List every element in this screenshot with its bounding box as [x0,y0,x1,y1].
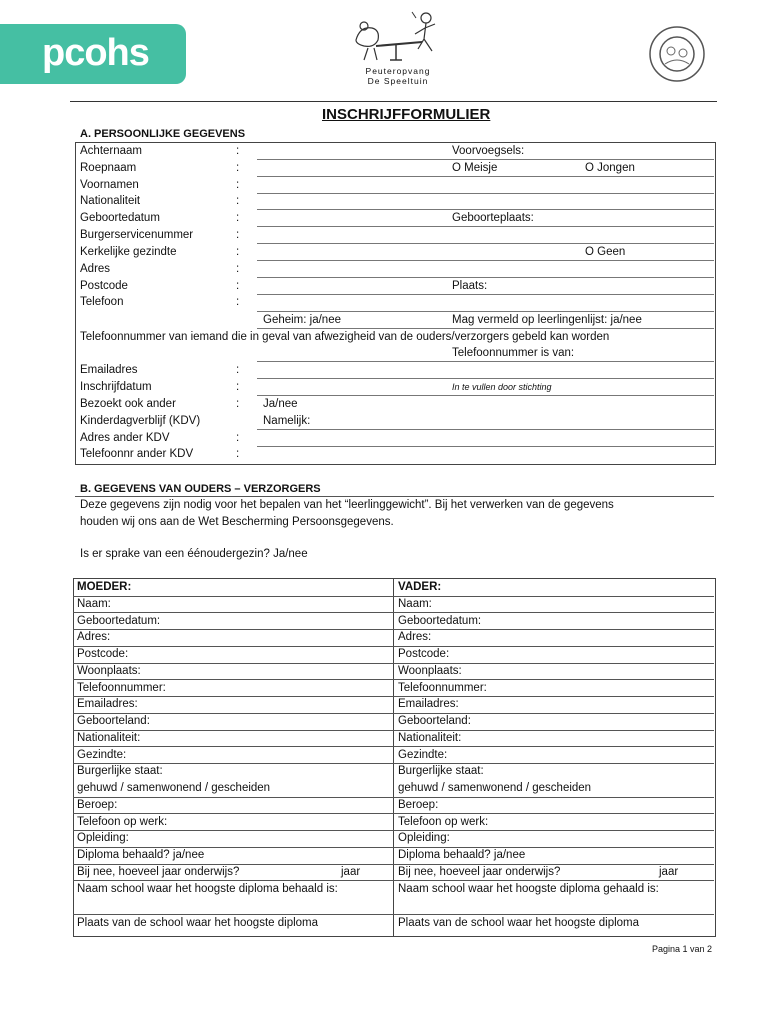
seal-text [0,0,1,1]
stichting-note: In te vullen door stichting [452,382,552,392]
moeder-field: Diploma behaald? ja/nee [77,849,205,861]
input-line-roepnaam[interactable] [257,176,714,177]
vader-school: Naam school waar het hoogste diploma gehaald is: [398,882,659,895]
label-nationaliteit: Nationaliteit [80,195,141,207]
row-line[interactable] [73,696,714,697]
vader-field: Emailadres: [398,698,459,711]
section-b-heading: B. GEGEVENS VAN OUDERS – VERZORGERS [80,483,321,495]
row-line[interactable] [73,612,714,613]
vader-field: Opleiding: [398,832,450,845]
label-voornamen: Voornamen [80,179,139,191]
label-geboortedatum: Geboortedatum [80,212,160,224]
parents-divider [393,578,394,937]
colon: : [236,364,240,376]
vader-field: Nationaliteit: [398,731,462,744]
vader-field: Gezindte: [398,748,448,761]
header-rule [70,101,717,102]
telefoon-afwezigheid-label: Telefoonnummer van iemand die in geval van afwezigheid van de ouders/verzorgers gebeld kan worden [80,331,610,343]
moeder-field: Adres: [77,631,111,644]
label-adres: Adres [80,263,111,275]
input-line-bsn[interactable] [257,243,714,244]
moeder-field: Geboorteland: [77,715,150,727]
colon: : [236,296,240,308]
option-meisje[interactable]: O Meisje [452,162,498,174]
row-line[interactable] [73,797,714,798]
colon: : [236,246,240,258]
moeder-field: gehuwd / samenwonend / gescheiden [77,782,271,794]
label-emailadres: Emailadres [80,364,138,376]
vader-field: Telefoonnummer: [398,681,487,694]
vader-field: Woonplaats: [398,664,462,677]
colon: : [236,179,240,191]
moeder-field: Nationaliteit: [77,731,141,744]
label-adres-kdv: Adres ander KDV [80,432,170,444]
colon: : [236,432,240,444]
vader-field: Burgerlijke staat: [398,765,484,778]
vader-field: Telefoon op werk: [398,815,489,828]
label-kerkelijke-gezindte: Kerkelijke gezindte [80,246,177,258]
input-line-kdv[interactable] [257,429,714,430]
vader-jaar: jaar [659,865,679,878]
colon: : [236,263,240,275]
row-line[interactable] [73,646,714,647]
intro-text-1: Deze gegevens zijn nodig voor het bepalen van het “leerlinggewicht”. Bij het verwerken van de gegevens [80,499,614,511]
row-line[interactable] [73,914,714,915]
moeder-school: Naam school waar het hoogste diploma behaald is: [77,882,338,895]
colon: : [236,195,240,207]
input-line-voornamen[interactable] [257,193,714,194]
row-line[interactable] [73,663,714,664]
label-kdv: Kinderdagverblijf (KDV) [80,415,201,427]
label-bezoekt-ander: Bezoekt ook ander [80,398,176,410]
moeder-field: Burgerlijke staat: [77,765,163,778]
input-line-geheim[interactable] [257,328,714,329]
center-logo-line2: De Speeltuin [367,76,429,86]
input-line-adres-kdv[interactable] [257,446,714,447]
vader-field: Naam: [398,597,432,610]
moeder-field: Geboortedatum: [77,614,161,627]
label-postcode: Postcode [80,280,128,292]
peuteropvang-logo-drawing [350,6,442,68]
page-number: Pagina 1 van 2 [652,944,713,954]
colon: : [236,212,240,224]
row-line[interactable] [73,830,714,831]
label-inschrijfdatum: Inschrijfdatum [80,381,152,393]
row-line[interactable] [73,629,714,630]
namelijk-label: Namelijk: [263,415,311,427]
vader-field: Adres: [398,631,432,644]
label-telefoon: Telefoon [80,296,124,308]
moeder-field: Opleiding: [77,832,129,845]
moeder-field: Postcode: [77,648,129,660]
row-line[interactable] [73,763,714,764]
center-logo-line1: Peuteropvang [365,66,431,76]
vader-field: gehuwd / samenwonend / gescheiden [398,782,592,794]
label-telefoon-kdv: Telefoonnr ander KDV [80,448,194,460]
moeder-onderwijs: Bij nee, hoeveel jaar onderwijs? [77,865,240,878]
section-a-heading: A. PERSOONLIJKE GEGEVENS [80,128,246,140]
vader-onderwijs: Bij nee, hoeveel jaar onderwijs? [398,865,561,878]
row-line[interactable] [73,847,714,848]
moeder-field: Gezindte: [77,748,127,761]
vader-field: Diploma behaald? ja/nee [398,849,526,861]
moeder-jaar: jaar [341,865,361,878]
input-line-postcode[interactable] [257,294,714,295]
input-line-telefoon[interactable] [257,311,714,312]
input-line-geboortedatum[interactable] [257,226,714,227]
telefoonnummer-is-van-label: Telefoonnummer is van: [452,347,575,359]
input-line-adres[interactable] [257,277,714,278]
row-line[interactable] [73,713,714,714]
page-title: INSCHRIJFFORMULIER [322,106,491,123]
colon: : [236,381,240,393]
school-seal [639,24,715,84]
input-line-achternaam[interactable] [257,159,714,160]
input-line-nationaliteit[interactable] [257,209,714,210]
moeder-title: MOEDER: [77,581,132,593]
mag-vermeld-option[interactable]: Mag vermeld op leerlingenlijst: ja/nee [452,314,642,326]
moeder-field: Telefoonnummer: [77,681,166,694]
colon: : [236,229,240,241]
colon: : [236,162,240,174]
label-voorvoegsels: Voorvoegsels: [452,145,525,157]
row-line[interactable] [73,864,714,865]
row-line[interactable] [73,813,714,814]
label-bsn: Burgerservicenummer [80,229,194,241]
label-plaats: Plaats: [452,280,488,292]
input-line-kerkelijk[interactable] [257,260,714,261]
row-line[interactable] [73,679,714,680]
option-geen[interactable]: O Geen [585,246,626,258]
moeder-field: Telefoon op werk: [77,815,168,828]
input-line-inschrijfdatum[interactable] [257,395,714,396]
colon: : [236,280,240,292]
moeder-plaats-school: Plaats van de school waar het hoogste diploma [77,916,319,929]
colon: : [236,145,240,157]
pcohs-logo-text: pcohs [42,32,149,74]
input-line-email[interactable] [257,378,714,379]
vader-plaats-school: Plaats van de school waar het hoogste diploma [398,916,640,929]
label-roepnaam: Roepnaam [80,162,137,174]
row-line[interactable] [73,880,714,881]
label-geboorteplaats: Geboorteplaats: [452,212,534,224]
option-jongen[interactable]: O Jongen [585,162,635,174]
moeder-field: Emailadres: [77,698,138,711]
vader-field: Postcode: [398,648,450,660]
row-line[interactable] [73,596,714,597]
colon: : [236,398,240,410]
moeder-field: Woonplaats: [77,664,141,677]
peuteropvang-logo-text [358,66,438,86]
row-line[interactable] [73,746,714,747]
moeder-field: Naam: [77,597,111,610]
geheim-option[interactable]: Geheim: ja/nee [263,314,341,326]
vader-field: Geboorteland: [398,715,471,727]
section-b-rule [75,496,714,497]
vader-field: Geboortedatum: [398,614,482,627]
eenoudergezin-question[interactable]: Is er sprake van een éénoudergezin? Ja/nee [80,548,308,560]
label-achternaam: Achternaam [80,145,143,157]
input-line-noodnummer[interactable] [257,361,714,362]
intro-text-2: houden wij ons aan de Wet Bescherming Persoonsgegevens. [80,516,394,528]
vader-title: VADER: [398,581,442,593]
moeder-field: Beroep: [77,798,118,811]
colon: : [236,448,240,460]
vader-field: Beroep: [398,798,439,811]
row-line[interactable] [73,730,714,731]
bezoekt-ja-nee[interactable]: Ja/nee [263,398,298,410]
